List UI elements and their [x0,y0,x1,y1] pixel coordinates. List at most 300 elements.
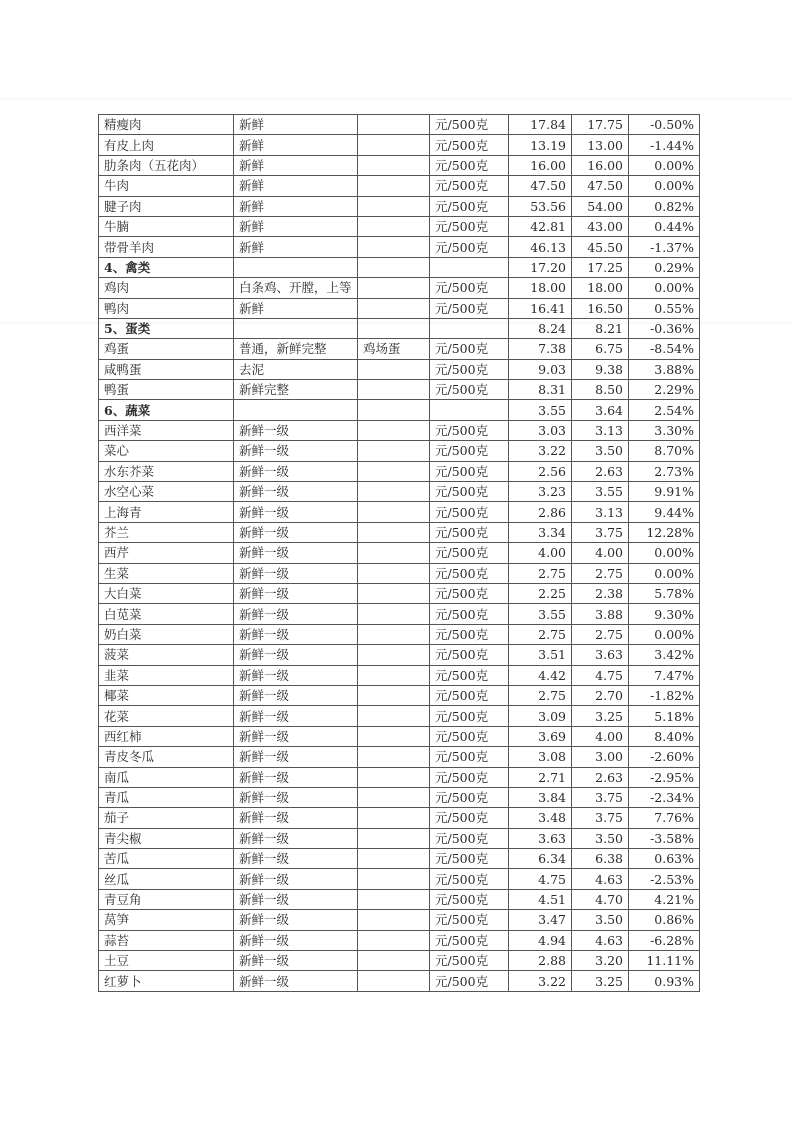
item-name-cell: 有皮上肉 [99,135,234,155]
spec-cell: 新鲜 [234,237,358,257]
category-name-cell: 5、蛋类 [99,318,234,338]
unit-cell: 元/500克 [430,624,509,644]
change-percent-cell: -1.37% [629,237,700,257]
current-price-cell: 18.00 [509,278,572,298]
unit-cell: 元/500克 [430,849,509,869]
previous-price-cell: 3.50 [572,441,629,461]
table-row [99,849,700,869]
spec-cell: 新鲜 [234,298,358,318]
current-price-cell: 2.25 [509,583,572,603]
spec-cell: 新鲜一级 [234,889,358,909]
previous-price-cell: 4.70 [572,889,629,909]
current-price-cell: 4.75 [509,869,572,889]
current-price-cell: 47.50 [509,176,572,196]
current-price-cell: 42.81 [509,216,572,236]
grade-cell [358,808,430,828]
grade-cell [358,971,430,991]
previous-price-cell: 3.64 [572,400,629,420]
change-percent-cell: -0.50% [629,115,700,135]
unit-cell: 元/500克 [430,787,509,807]
previous-price-cell: 4.75 [572,665,629,685]
change-percent-cell: 2.73% [629,461,700,481]
unit-cell: 元/500克 [430,522,509,542]
item-name-cell: 鸭肉 [99,298,234,318]
change-percent-cell: 9.44% [629,502,700,522]
previous-price-cell: 2.70 [572,685,629,705]
current-price-cell: 2.56 [509,461,572,481]
current-price-cell: 2.86 [509,502,572,522]
change-percent-cell: 9.30% [629,604,700,624]
item-name-cell: 花菜 [99,706,234,726]
change-percent-cell: -2.34% [629,787,700,807]
spec-cell: 新鲜一级 [234,747,358,767]
empty-cell [430,318,509,338]
current-price-cell: 2.88 [509,951,572,971]
price-table [98,114,700,992]
spec-cell: 新鲜 [234,115,358,135]
item-name-cell: 椰菜 [99,685,234,705]
current-price-cell: 16.41 [509,298,572,318]
item-name-cell: 生菜 [99,563,234,583]
table-row [99,971,700,991]
previous-price-cell: 2.75 [572,624,629,644]
current-price-cell: 3.23 [509,482,572,502]
unit-cell: 元/500克 [430,563,509,583]
current-price-cell: 4.51 [509,889,572,909]
empty-cell [234,318,358,338]
unit-cell: 元/500克 [430,971,509,991]
spec-cell: 去泥 [234,359,358,379]
unit-cell: 元/500克 [430,808,509,828]
change-percent-cell: 0.00% [629,563,700,583]
previous-price-cell: 2.38 [572,583,629,603]
current-price-cell: 3.55 [509,400,572,420]
scan-fold-line [0,98,794,100]
previous-price-cell: 6.75 [572,339,629,359]
empty-cell [358,400,430,420]
current-price-cell: 4.42 [509,665,572,685]
spec-cell: 新鲜一级 [234,706,358,726]
current-price-cell: 4.00 [509,543,572,563]
table-row [99,115,700,135]
change-percent-cell: 0.00% [629,155,700,175]
spec-cell: 新鲜完整 [234,380,358,400]
unit-cell: 元/500克 [430,951,509,971]
grade-cell [358,298,430,318]
grade-cell [358,441,430,461]
table-row [99,930,700,950]
previous-price-cell: 8.21 [572,318,629,338]
change-percent-cell: 0.55% [629,298,700,318]
grade-cell [358,543,430,563]
table-row [99,604,700,624]
grade-cell [358,583,430,603]
table-row [99,624,700,644]
unit-cell: 元/500克 [430,604,509,624]
grade-cell [358,461,430,481]
change-percent-cell: 8.40% [629,726,700,746]
change-percent-cell: -2.95% [629,767,700,787]
previous-price-cell: 4.00 [572,726,629,746]
grade-cell [358,787,430,807]
empty-cell [430,400,509,420]
spec-cell: 新鲜 [234,216,358,236]
spec-cell: 新鲜一级 [234,787,358,807]
grade-cell [358,604,430,624]
change-percent-cell: 3.88% [629,359,700,379]
grade-cell: 鸡场蛋 [358,339,430,359]
unit-cell: 元/500克 [430,910,509,930]
current-price-cell: 2.75 [509,563,572,583]
change-percent-cell: 0.00% [629,543,700,563]
current-price-cell: 16.00 [509,155,572,175]
spec-cell: 新鲜一级 [234,808,358,828]
grade-cell [358,889,430,909]
grade-cell [358,237,430,257]
item-name-cell: 芥兰 [99,522,234,542]
unit-cell: 元/500克 [430,216,509,236]
table-row [99,278,700,298]
table-row [99,747,700,767]
empty-cell [234,400,358,420]
current-price-cell: 3.55 [509,604,572,624]
table-row [99,339,700,359]
previous-price-cell: 3.50 [572,910,629,930]
grade-cell [358,482,430,502]
category-name-cell: 6、蔬菜 [99,400,234,420]
current-price-cell: 4.94 [509,930,572,950]
previous-price-cell: 3.75 [572,808,629,828]
previous-price-cell: 2.75 [572,563,629,583]
spec-cell: 白条鸡、开膛，上等 [234,278,358,298]
table-row [99,787,700,807]
grade-cell [358,951,430,971]
previous-price-cell: 2.63 [572,461,629,481]
item-name-cell: 上海青 [99,502,234,522]
empty-cell [358,257,430,277]
unit-cell: 元/500克 [430,115,509,135]
table-row [99,522,700,542]
previous-price-cell: 54.00 [572,196,629,216]
spec-cell: 新鲜 [234,196,358,216]
table-row [99,583,700,603]
item-name-cell: 苦瓜 [99,849,234,869]
spec-cell: 新鲜一级 [234,502,358,522]
item-name-cell: 南瓜 [99,767,234,787]
table-row [99,237,700,257]
empty-cell [358,318,430,338]
current-price-cell: 3.51 [509,645,572,665]
unit-cell: 元/500克 [430,339,509,359]
current-price-cell: 17.20 [509,257,572,277]
item-name-cell: 韭菜 [99,665,234,685]
table-row [99,767,700,787]
change-percent-cell: -2.53% [629,869,700,889]
grade-cell [358,869,430,889]
current-price-cell: 3.63 [509,828,572,848]
grade-cell [358,176,430,196]
previous-price-cell: 3.50 [572,828,629,848]
item-name-cell: 鸭蛋 [99,380,234,400]
current-price-cell: 8.31 [509,380,572,400]
table-row [99,951,700,971]
unit-cell: 元/500克 [430,461,509,481]
item-name-cell: 带骨羊肉 [99,237,234,257]
table-row [99,706,700,726]
unit-cell: 元/500克 [430,278,509,298]
category-row [99,257,700,277]
table-row [99,726,700,746]
unit-cell: 元/500克 [430,482,509,502]
change-percent-cell: 7.47% [629,665,700,685]
previous-price-cell: 3.75 [572,522,629,542]
previous-price-cell: 3.75 [572,787,629,807]
change-percent-cell: 0.82% [629,196,700,216]
current-price-cell: 3.34 [509,522,572,542]
unit-cell: 元/500克 [430,930,509,950]
grade-cell [358,767,430,787]
change-percent-cell: 9.91% [629,482,700,502]
grade-cell [358,135,430,155]
previous-price-cell: 3.88 [572,604,629,624]
grade-cell [358,563,430,583]
change-percent-cell: -2.60% [629,747,700,767]
previous-price-cell: 3.00 [572,747,629,767]
table-row [99,910,700,930]
item-name-cell: 水空心菜 [99,482,234,502]
previous-price-cell: 3.25 [572,706,629,726]
change-percent-cell: 2.54% [629,400,700,420]
change-percent-cell: 3.42% [629,645,700,665]
grade-cell [358,747,430,767]
unit-cell: 元/500克 [430,502,509,522]
current-price-cell: 2.75 [509,685,572,705]
spec-cell: 新鲜一级 [234,543,358,563]
change-percent-cell: 2.29% [629,380,700,400]
previous-price-cell: 4.63 [572,930,629,950]
grade-cell [358,828,430,848]
previous-price-cell: 4.00 [572,543,629,563]
table-row [99,461,700,481]
table-row [99,889,700,909]
change-percent-cell: 3.30% [629,420,700,440]
change-percent-cell: 5.78% [629,583,700,603]
unit-cell: 元/500克 [430,706,509,726]
grade-cell [358,115,430,135]
table-row [99,685,700,705]
change-percent-cell: 0.29% [629,257,700,277]
unit-cell: 元/500克 [430,237,509,257]
spec-cell: 新鲜一级 [234,665,358,685]
unit-cell: 元/500克 [430,196,509,216]
item-name-cell: 白苋菜 [99,604,234,624]
spec-cell: 新鲜一级 [234,910,358,930]
spec-cell: 新鲜 [234,176,358,196]
change-percent-cell: -1.82% [629,685,700,705]
unit-cell: 元/500克 [430,726,509,746]
item-name-cell: 土豆 [99,951,234,971]
item-name-cell: 菠菜 [99,645,234,665]
spec-cell: 新鲜一级 [234,685,358,705]
unit-cell: 元/500克 [430,135,509,155]
item-name-cell: 西洋菜 [99,420,234,440]
previous-price-cell: 8.50 [572,380,629,400]
unit-cell: 元/500克 [430,298,509,318]
item-name-cell: 青瓜 [99,787,234,807]
spec-cell: 新鲜一级 [234,482,358,502]
change-percent-cell: 0.00% [629,278,700,298]
item-name-cell: 丝瓜 [99,869,234,889]
table-row [99,665,700,685]
unit-cell: 元/500克 [430,869,509,889]
previous-price-cell: 47.50 [572,176,629,196]
current-price-cell: 53.56 [509,196,572,216]
grade-cell [358,380,430,400]
table-row [99,380,700,400]
previous-price-cell: 17.25 [572,257,629,277]
table-row [99,563,700,583]
current-price-cell: 3.69 [509,726,572,746]
change-percent-cell: 0.44% [629,216,700,236]
change-percent-cell: 8.70% [629,441,700,461]
item-name-cell: 鸡肉 [99,278,234,298]
spec-cell: 新鲜一级 [234,563,358,583]
table-row [99,543,700,563]
table-row [99,420,700,440]
item-name-cell: 精瘦肉 [99,115,234,135]
spec-cell: 普通，新鲜完整 [234,339,358,359]
previous-price-cell: 9.38 [572,359,629,379]
grade-cell [358,910,430,930]
unit-cell: 元/500克 [430,359,509,379]
spec-cell: 新鲜 [234,135,358,155]
spec-cell: 新鲜一级 [234,767,358,787]
spec-cell: 新鲜一级 [234,624,358,644]
unit-cell: 元/500克 [430,155,509,175]
current-price-cell: 3.03 [509,420,572,440]
unit-cell: 元/500克 [430,828,509,848]
spec-cell: 新鲜一级 [234,869,358,889]
table-row [99,482,700,502]
previous-price-cell: 2.63 [572,767,629,787]
current-price-cell: 7.38 [509,339,572,359]
spec-cell: 新鲜一级 [234,971,358,991]
item-name-cell: 奶白菜 [99,624,234,644]
previous-price-cell: 6.38 [572,849,629,869]
item-name-cell: 咸鸭蛋 [99,359,234,379]
change-percent-cell: 5.18% [629,706,700,726]
item-name-cell: 牛肉 [99,176,234,196]
previous-price-cell: 3.63 [572,645,629,665]
previous-price-cell: 4.63 [572,869,629,889]
unit-cell: 元/500克 [430,747,509,767]
table-row [99,502,700,522]
grade-cell [358,155,430,175]
grade-cell [358,685,430,705]
category-row [99,400,700,420]
item-name-cell: 西红柿 [99,726,234,746]
spec-cell: 新鲜一级 [234,726,358,746]
item-name-cell: 红萝卜 [99,971,234,991]
table-row [99,808,700,828]
previous-price-cell: 18.00 [572,278,629,298]
current-price-cell: 2.71 [509,767,572,787]
previous-price-cell: 17.75 [572,115,629,135]
item-name-cell: 大白菜 [99,583,234,603]
item-name-cell: 蒜苔 [99,930,234,950]
change-percent-cell: 0.00% [629,624,700,644]
change-percent-cell: 0.00% [629,176,700,196]
table-row [99,155,700,175]
table-row [99,196,700,216]
previous-price-cell: 43.00 [572,216,629,236]
table-row [99,359,700,379]
spec-cell: 新鲜一级 [234,441,358,461]
table-row [99,869,700,889]
grade-cell [358,726,430,746]
unit-cell: 元/500克 [430,176,509,196]
grade-cell [358,216,430,236]
previous-price-cell: 13.00 [572,135,629,155]
item-name-cell: 水东芥菜 [99,461,234,481]
change-percent-cell: -1.44% [629,135,700,155]
current-price-cell: 3.22 [509,971,572,991]
table-row [99,828,700,848]
previous-price-cell: 3.13 [572,420,629,440]
previous-price-cell: 45.50 [572,237,629,257]
spec-cell: 新鲜一级 [234,930,358,950]
spec-cell: 新鲜一级 [234,951,358,971]
spec-cell: 新鲜一级 [234,849,358,869]
item-name-cell: 青尖椒 [99,828,234,848]
empty-cell [234,257,358,277]
category-row [99,318,700,338]
item-name-cell: 菜心 [99,441,234,461]
change-percent-cell: 7.76% [629,808,700,828]
change-percent-cell: 0.93% [629,971,700,991]
grade-cell [358,420,430,440]
item-name-cell: 西芹 [99,543,234,563]
current-price-cell: 3.84 [509,787,572,807]
current-price-cell: 3.09 [509,706,572,726]
grade-cell [358,502,430,522]
item-name-cell: 莴笋 [99,910,234,930]
item-name-cell: 腱子肉 [99,196,234,216]
current-price-cell: 2.75 [509,624,572,644]
change-percent-cell: 4.21% [629,889,700,909]
item-name-cell: 牛腩 [99,216,234,236]
price-table-body [99,115,700,992]
grade-cell [358,849,430,869]
spec-cell: 新鲜一级 [234,604,358,624]
table-row [99,298,700,318]
unit-cell: 元/500克 [430,665,509,685]
item-name-cell: 茄子 [99,808,234,828]
previous-price-cell: 16.50 [572,298,629,318]
change-percent-cell: -3.58% [629,828,700,848]
table-row [99,441,700,461]
spec-cell: 新鲜一级 [234,420,358,440]
previous-price-cell: 3.55 [572,482,629,502]
table-row [99,176,700,196]
unit-cell: 元/500克 [430,543,509,563]
spec-cell: 新鲜一级 [234,583,358,603]
current-price-cell: 3.47 [509,910,572,930]
grade-cell [358,522,430,542]
item-name-cell: 青豆角 [99,889,234,909]
unit-cell: 元/500克 [430,441,509,461]
change-percent-cell: 0.63% [629,849,700,869]
